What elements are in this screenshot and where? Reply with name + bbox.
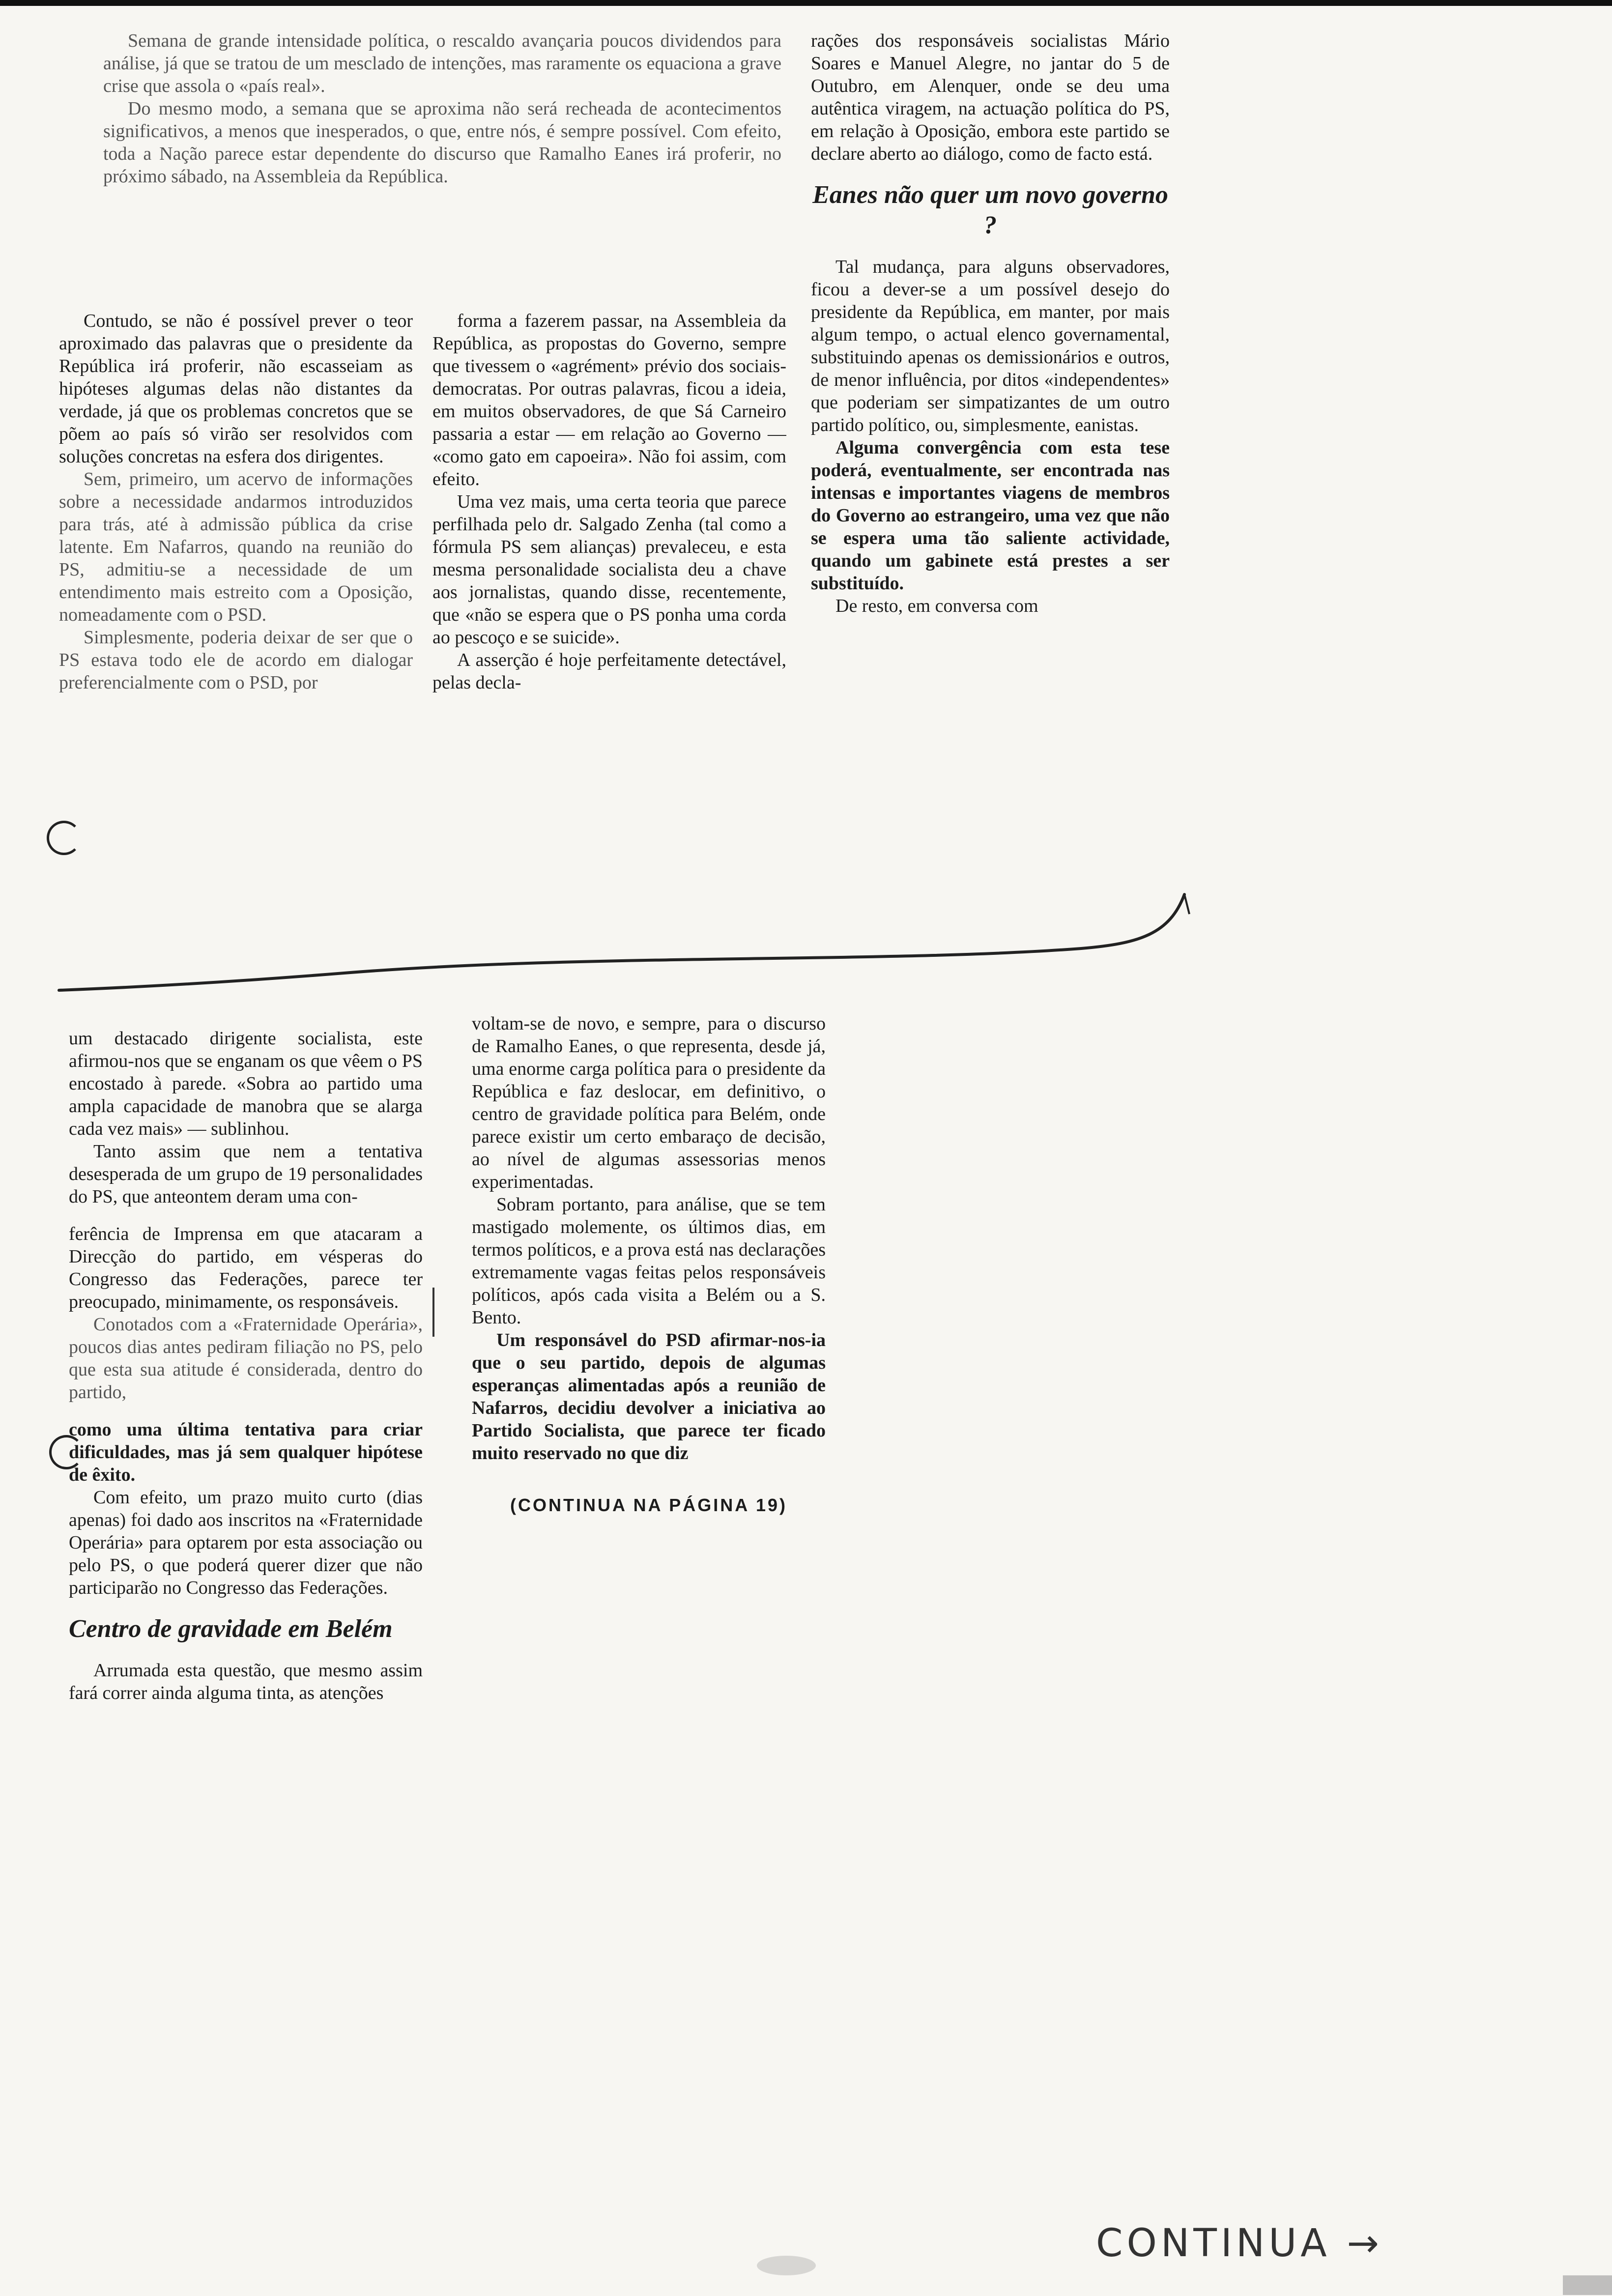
top-column-3 — [811, 29, 1170, 904]
top-col3-paragraph-2: Alguma convergência com esta tese poderá, eventualmente, ser encontrada nas intensas e importantes viagens de membros do Governo ao estrangeiro, uma vez que não se espera uma tão saliente actividade, quando um gabinete está prestes a ser substituído. — [811, 437, 1170, 594]
bottom-col2-paragraph-2: Sobram portanto, para análise, que se tem mastigado molemente, os últimos dias, em termos políticos, e a prova está nas declarações extremamente vagas feitas pelos responsáveis políticos, após cada visita a Belém ou a S. Bento. — [472, 1194, 826, 1328]
continua-footer: CONTINUA → — [1096, 2221, 1383, 2266]
top-column-1 — [59, 310, 413, 924]
top-column-2 — [432, 310, 786, 924]
top-col2-paragraph-3: A asserção é hoje perfeitamente detectável, pelas decla- — [432, 650, 786, 693]
continues-on-page-ref: (CONTINUA NA PÁGINA 19) — [510, 1495, 787, 1515]
bottom-column-1 — [69, 1027, 423, 2069]
bottom-col1-paragraph-5: Com efeito, um prazo muito curto (dias apenas) foi dado aos inscritos na «Fraternidade Operária» para optarem por esta associação ou pelo PS, o que poderá querer dizer que não participarão no Congresso das Federações. — [69, 1487, 423, 1598]
column-rule — [432, 1288, 434, 1337]
top-col3-lead: rações dos responsáveis socialistas Mário Soares e Manuel Alegre, no jantar do 5 de Outubro, em Alenquer, onde se deu uma autêntica viragem, na actuação política do PS, em relação à Oposição, embora este partido se declare aberto ao diálogo, como de facto está. — [811, 30, 1170, 164]
bottom-col1-subhead: Centro de gravidade em Belém — [69, 1615, 393, 1643]
scan-artifact — [1563, 2275, 1612, 2295]
bottom-col1-bold-paragraph: como uma última tentativa para criar dificuldades, mas já sem qualquer hipótese de êxito. — [69, 1419, 423, 1485]
bottom-col1-paragraph-2: Tanto assim que nem a tentativa desesperada de um grupo de 19 personalidades do PS, que anteontem deram uma con- — [69, 1141, 423, 1207]
bottom-col2-paragraph-3: Um responsável do PSD afirmar-nos-ia que o seu partido, depois de algumas esperanças alimentadas após a reunião de Nafarros, decidiu devolver a iniciativa ao Partido Socialista, que parece ter ficado muito reservado no que diz — [472, 1330, 826, 1464]
torn-edge-divider — [0, 885, 1199, 1012]
intro-paragraph-1: Semana de grande intensidade política, o rescaldo avançaria poucos dividendos para análise, já que se tratou de um mesclado de intenções, mas raramente os equaciona a grave crise que assola o «país real». — [103, 30, 781, 96]
bottom-col1-paragraph-1: um destacado dirigente socialista, este afirmou-nos que se enganam os que vêem o PS encostado à parede. «Sobra ao partido uma ampla capacidade de manobra que se alarga cada vez mais» — sublinhou. — [69, 1028, 423, 1139]
intro-column — [103, 29, 781, 285]
intro-paragraph-2: Do mesmo modo, a semana que se aproxima não será recheada de acontecimentos significativos, a menos que inesperados, o que, entre nós, é sempre possível. Com efeito, toda a Nação parece estar dependente do discurso que Ramalho Eanes irá proferir, no próximo sábado, na Assembleia da República. — [103, 98, 781, 187]
top-col3-paragraph-1: Tal mudança, para alguns observadores, ficou a dever-se a um possível desejo do presidente da República, em manter, por mais algum tempo, o actual elenco governamental, substituindo apenas os demissionários e outros, de menor influência, por ditos «independentes» que poderiam ser simpatizantes de um outro partido político, ou, simplesmente, eanistas. — [811, 257, 1170, 435]
bottom-col1-paragraph-3: ferência de Imprensa em que atacaram a Direcção do partido, em vésperas do Congresso das Federações, parece ter preocupado, minimamente, os responsáveis. — [69, 1224, 423, 1312]
bottom-col1-paragraph-6: Arrumada esta questão, que mesmo assim fará correr ainda alguma tinta, as atenções — [69, 1660, 423, 1703]
binding-circle-mark — [49, 1435, 84, 1469]
top-col3-paragraph-3: De resto, em conversa com — [835, 596, 1038, 616]
top-col3-subhead: Eanes não quer um novo governo ? — [812, 181, 1168, 239]
top-col1-paragraph-1: Contudo, se não é possível prever o teor aproximado das palavras que o presidente da República irá proferir, não escasseiam as hipóteses algumas delas não distantes da verdade, já que os problemas concretos que se põem ao país só virão ser resolvidos com soluções concretas na esfera dos dirigentes. — [59, 311, 413, 467]
top-col2-paragraph-2: Uma vez mais, uma certa teoria que parece perfilhada pelo dr. Salgado Zenha (tal como a fórmula PS sem alianças) prevaleceu, e esta mesma personalidade socialista deu a chave aos jornalistas, quando disse, recentemente, que «não se espera que o PS ponha uma corda ao pescoço e se suicide». — [432, 491, 786, 648]
top-border-line — [0, 0, 1612, 6]
top-col1-paragraph-2: Sem, primeiro, um acervo de informações sobre a necessidade andarmos introduzidos para trás, até à admissão pública da crise latente. Em Nafarros, quando na reunião do PS, admitiu-se a necessidade de um entendimento mais estreito com a Oposição, nomeadamente com o PSD. — [59, 469, 413, 625]
scan-artifact — [757, 2256, 816, 2275]
bottom-col1-paragraph-4: Conotados com a «Fraternidade Operária», poucos dias antes pediram filiação no PS, pelo que esta sua atitude é considerada, dentro do partido, — [69, 1314, 423, 1403]
binding-circle-mark — [47, 821, 81, 855]
top-col2-paragraph-1: forma a fazerem passar, na Assembleia da República, as propostas do Governo, sempre que tivessem o «agrément» prévio dos sociais-democratas. Por outras palavras, ficou a ideia, em muitos observadores, de que Sá Carneiro passaria a estar — em relação ao Governo — «como gato em capoeira». Não foi assim, com efeito. — [432, 311, 786, 489]
bottom-column-2 — [472, 1012, 826, 1750]
bottom-col2-paragraph-1: voltam-se de novo, e sempre, para o discurso de Ramalho Eanes, o que representa, desde já, uma enorme carga política para o presidente da República e faz deslocar, em definitivo, o centro de gravidade política para Belém, onde parece existir um certo embaraço de decisão, ao nível de algumas assessorias menos experimentadas. — [472, 1013, 826, 1192]
top-col1-paragraph-3: Simplesmente, poderia deixar de ser que o PS estava todo ele de acordo em dialogar preferencialmente com o PSD, por — [59, 627, 413, 693]
